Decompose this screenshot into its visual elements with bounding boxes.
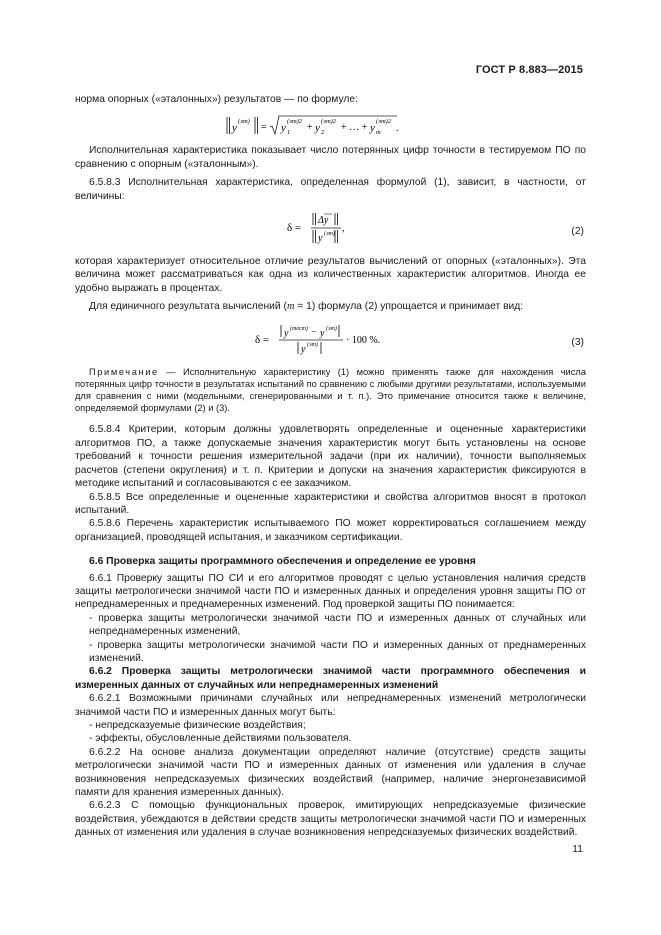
paragraph-p9: 6.6.2.1 Возможными причинами случайных или непреднамеренных изменений метрологически значимой части ПО и измеренных данных могут быть: [75, 693, 586, 718]
term2-sub: 2 [321, 129, 325, 137]
paragraph-intro: норма опорных («эталонных») результатов — по формуле: [75, 94, 358, 105]
termm-y: y [370, 122, 375, 135]
den-y-3: y [301, 343, 306, 355]
p4-var-m: m [286, 301, 295, 313]
den-y: y [318, 233, 323, 245]
den-y-sup: (эт) [324, 231, 335, 238]
list-item: - проверка защиты метрологически значимой части ПО и измеренных данных от преднамеренных изменений. [89, 639, 586, 664]
plus-sign: + [307, 122, 313, 134]
formula-3 [75, 324, 586, 356]
formula-norm [75, 114, 586, 138]
paragraph-p2: 6.5.8.3 Исполнительная характеристика, определенная формулой (1), зависит, в частности, от величины: [75, 177, 586, 202]
paragraph-p6: 6.5.8.5 Все определенные и оцененные характеристики и свойства алгоритмов вносят в протокол испытаний. [75, 491, 586, 516]
termm-sup: (эт)2 [376, 118, 392, 126]
equation-number-3: (3) [571, 337, 584, 349]
formula-3-svg [255, 324, 425, 356]
den-sup-3: (эт) [307, 341, 318, 348]
term2-y: y [315, 122, 320, 135]
section-heading-6-6: 6.6 Проверка защиты программного обеспечения и определение ее уровня [89, 556, 476, 568]
list-item: - проверка защиты метрологически значимой части ПО и измеренных данных от случайных или непреднамеренных изменений, [89, 612, 586, 638]
norm-y: y [232, 122, 237, 135]
num-y-test: y [284, 327, 289, 339]
minus-sign: − [311, 326, 317, 338]
page-number: 11 [572, 844, 583, 855]
delta-symbol: δ = [287, 222, 302, 235]
term1-sub: 1 [287, 129, 291, 137]
formula-norm-svg [225, 114, 400, 138]
paragraph-p3: которая характеризует относительное отличие результатов вычислений от опорных («эталонных»). Эта величина может рассматриваться как одна из количественных характеристик алгоритмов. Иногда ее удобно выражать в процентах. [75, 256, 586, 294]
svg-text:=: = [261, 122, 267, 134]
num-y-ref: y [320, 327, 325, 339]
note-text: — Исполнительную характеристику (1) можно применять также для нахождения числа потерянных цифр точности в результатах испытаний по сравнению с любыми другими результатами, используемыми для сравнения с ними (модельными, сгенерированными и т. п.). Это примечание относится также к величине, определяемой формулами (2) и (3). [75, 366, 586, 414]
paragraph-p4 [75, 300, 586, 313]
formula2-comma: , [342, 223, 345, 235]
formula-2 [75, 211, 586, 245]
section-heading-6-6-2: 6.6.2 Проверка защиты метрологически значимой части программного обеспечения и измеренных данных от случайных или непреднамеренных изменений [75, 666, 586, 691]
norm-y-sup: (эт) [238, 118, 250, 126]
note-label: Примечание [89, 366, 159, 377]
delta-symbol-3: δ = [255, 333, 270, 346]
term2-sup: (эт)2 [321, 118, 337, 126]
term1-sup: (эт)2 [287, 118, 303, 126]
list-item: - непредсказуемые физические воздействия; [89, 720, 306, 731]
paragraph-p5: 6.5.8.4 Критерии, которым должны удовлетворять определенные и оцененные характеристики алгоритмов ПО, а также допускаемые значения характеристик могут быть установлены на основе требований к точности решения измерительной задачи (при их наличии), точности выполняемых расчетов (степени округления) и т. п. Критерии и допуски на значения характеристик фиксируются в методике испытаний и согласовываются с ее заказчиком. [75, 424, 586, 490]
page-content [75, 93, 586, 840]
num-sup-ref: (эт) [326, 325, 337, 332]
num-sup-test: (тест) [290, 325, 308, 332]
p4-text-b: = 1) формула (2) упрощается и принимает вид: [294, 301, 524, 313]
paragraph-p11: 6.6.2.3 С помощью функциональных проверок, имитирующих непредсказуемые физические воздействия, убеждаются в действии средств защиты метрологически значимой части ПО и измеренных данных от изменения или удаления в случае возникновения непредсказуемых физических воздействий. [75, 800, 586, 839]
termm-sub: m [376, 129, 381, 137]
note-block [75, 366, 586, 415]
plus-ellipsis: + … + [341, 122, 368, 134]
equation-number-2: (2) [571, 225, 584, 237]
formula1-period: . [396, 123, 399, 135]
formula3-tail: · 100 %. [346, 334, 381, 346]
paragraph-p8: 6.6.1 Проверку защиты ПО СИ и его алгоритмов проводят с целью установления наличия средств защиты метрологически значимой части ПО и измеренных данных и определения уровня защиты ПО от непреднамеренных и преднамеренных изменений. Под проверкой защиты ПО понимается: [75, 572, 586, 611]
formula-2-svg [287, 211, 367, 245]
delta-y: Δy [318, 215, 329, 227]
paragraph-p10: 6.6.2.2 На основе анализа документации определяют наличие (отсутствие) средств защиты метрологически значимой части ПО и измеренных данных от изменения или удаления в случае возникновения непредсказуемых физических воздействий (например, наличие энергонезависимой памяти для хранения измеренных данных). [75, 746, 586, 799]
paragraph-p1: Исполнительная характеристика показывает число потерянных цифр точности в тестируемом ПО по сравнению с опорным («эталонным»). [75, 145, 586, 170]
p4-text-a: Для единичного результата вычислений ( [89, 301, 287, 313]
standard-header: ГОСТ Р 8.883—2015 [475, 64, 583, 76]
paragraph-p7: 6.5.8.6 Перечень характеристик испытываемого ПО может корректироваться соглашением между организацией, проводящей испытания, и заказчиком сертификации. [75, 518, 586, 543]
term1-y: y [281, 122, 286, 135]
list-item: - эффекты, обусловленные действиями пользователя. [89, 733, 352, 745]
